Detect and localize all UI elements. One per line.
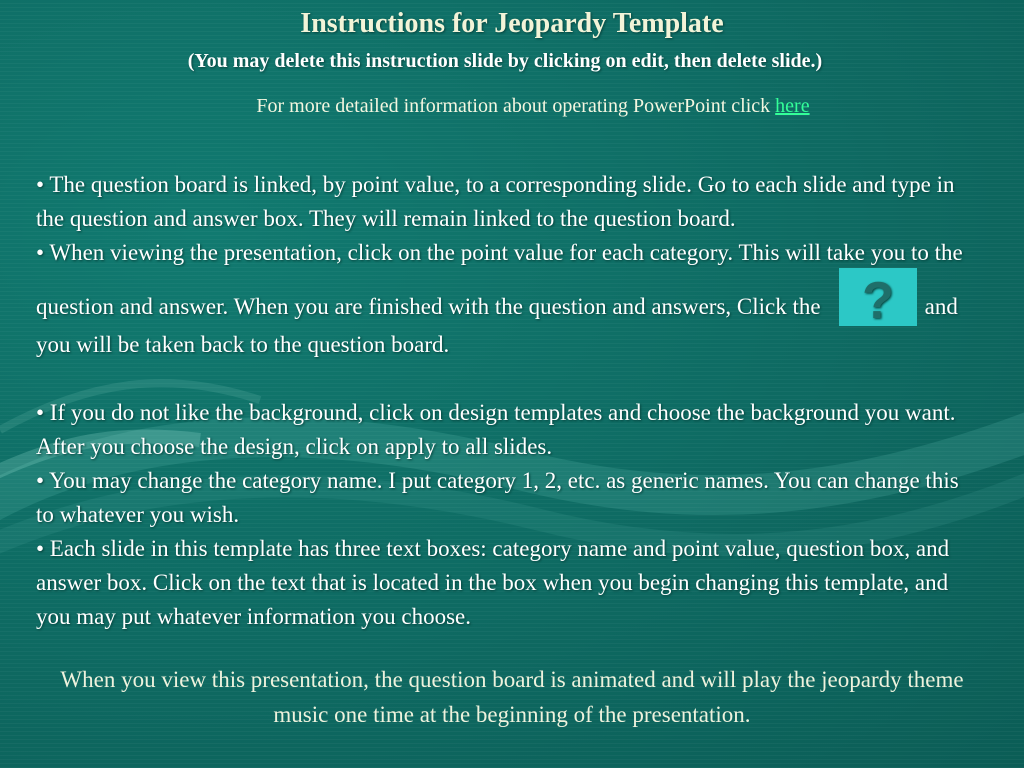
footer-note: When you view this presentation, the question board is animated and will play the jeopardy theme music one time at the beginning of the presentation.: [60, 667, 964, 727]
paragraph-gap: [36, 362, 976, 396]
bullet-background: • If you do not like the background, click on design templates and choose the background you want. After you choose the design, click on apply to all slides.: [36, 400, 956, 459]
here-link[interactable]: here: [775, 95, 810, 117]
bullet-viewing-text-before: • When viewing the presentation, click on the point value for each category. This will take you to the question and answer. When you are finished with the question and answers, Click the: [36, 240, 963, 319]
more-info-text: For more detailed information about operating PowerPoint click: [256, 95, 776, 117]
question-board-button[interactable]: [839, 268, 917, 326]
slide-title: Instructions for Jeopardy Template: [300, 8, 724, 39]
slide-subtitle: (You may delete this instruction slide by clicking on edit, then delete slide.): [187, 50, 823, 72]
instructions-body: [36, 168, 976, 634]
bullet-question-board: • The question board is linked, by point value, to a corresponding slide. Go to each slide and type in the question and answer box. They will remain linked to the question board.: [36, 172, 955, 231]
bullet-viewing-text-after: and you will be taken back to the question board.: [36, 294, 958, 357]
question-mark-icon: [839, 268, 917, 326]
bullet-text-boxes: • Each slide in this template has three text boxes: category name and point value, question box, and answer box. Click on the text that is located in the box when you begin changing this template, and you may put whatever information you choose.: [36, 536, 950, 629]
bullet-viewing-presentation: [36, 236, 976, 362]
more-info-line: [0, 92, 1024, 120]
svg-text:?: ?: [861, 272, 894, 326]
bullet-category-name: • You may change the category name. I put category 1, 2, etc. as generic names. You can change this to whatever you wish.: [36, 468, 959, 527]
